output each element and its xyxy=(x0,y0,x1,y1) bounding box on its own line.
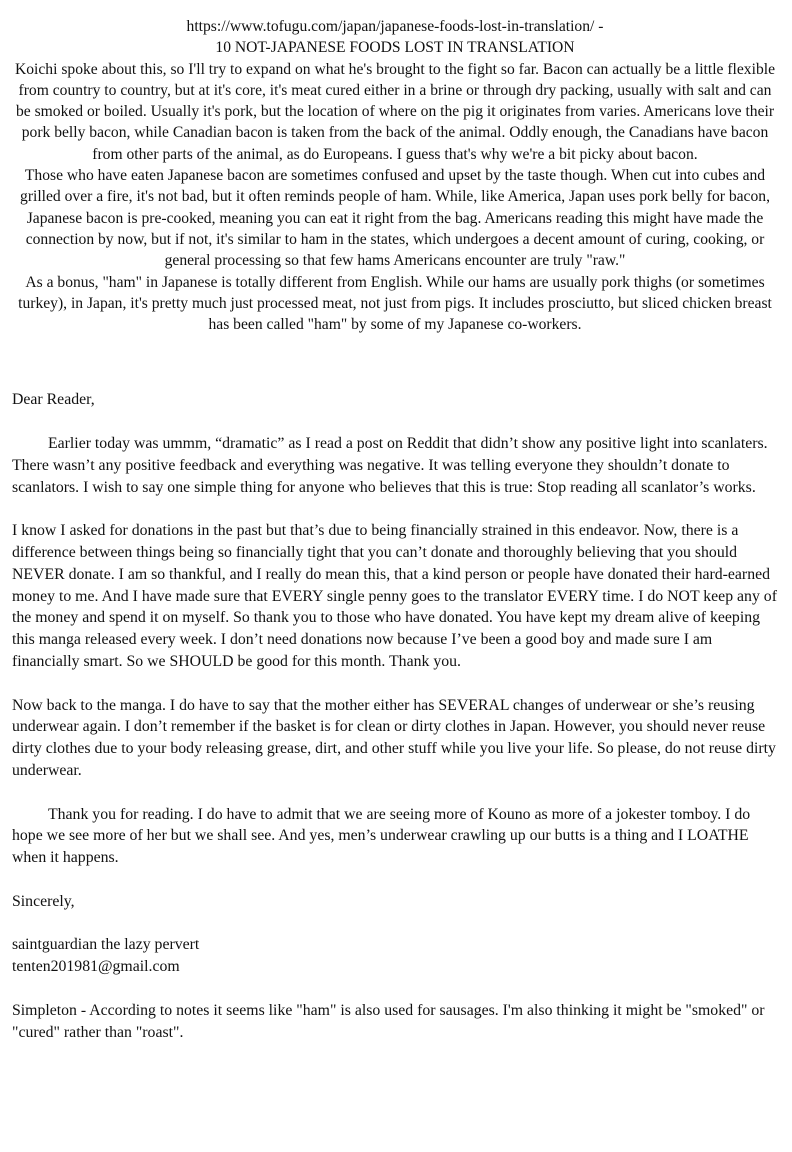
note-paragraph-2: Those who have eaten Japanese bacon are sometimes confused and upset by the taste though. When cut into cubes and grilled over a fire, it's not bad, but it often reminds people of ham. While, like America, Japan uses pork belly for bacon, Japanese bacon is pre-cooked, meaning you can eat it right from the bag. Americans reading this might have made the connection by now, but if not, it's similar to ham in the states, which undergoes a decent amount of curing, cooking, or general processing so that few hams Americans encounter are truly "raw." xyxy=(20,167,770,270)
source-url: https://www.tofugu.com/japan/japanese-foods-lost-in-translation/ - xyxy=(186,18,604,35)
signature-block xyxy=(12,934,778,978)
translation-note xyxy=(12,16,778,335)
salutation: Dear Reader, xyxy=(12,391,95,409)
note-paragraph-3: As a bonus, "ham" in Japanese is totally different from English. While our hams are usually pork thighs (or sometimes turkey), in Japan, it's pretty much just processed meat, not just from pigs. It includes prosciutto, but sliced chicken breast has been called "ham" by some of my Japanese co-workers. xyxy=(18,273,772,334)
note-paragraph-1: Koichi spoke about this, so I'll try to expand on what he's brought to the fight so far. Bacon can actually be a little flexible from country to country, but at it's core, it's meat cured either in a brine or through dry packing, usually with salt and can be smoked or boiled. Usually it's pork, but the location of where on the pig it originates from varies. Americans love their pork belly bacon, while Canadian bacon is taken from the back of the animal. Oddly enough, the Canadians have bacon from other parts of the animal, as do Europeans. I guess that's why we're a bit picky about bacon. xyxy=(14,60,775,163)
letter-paragraph-2: I know I asked for donations in the past but that’s due to being financially strained in this endeavor. Now, there is a difference between things being so financially tight that you can’t donate and thoroughly believing that you should NEVER donate. I am so thankful, and I really do mean this, that a kind person or people have donated their hard-earned money to me. And I have made sure that EVERY single penny goes to the translator EVERY time. I do NOT keep any of the money and spend it on myself. So thank you to those who have donated. You have kept my dream alive of keeping this manga released every week. I don’t need donations now because I’ve been a good boy and made sure I am financially smart. So we SHOULD be good for this month. Thank you. xyxy=(12,522,777,671)
signature-email: tenten201981@gmail.com xyxy=(12,958,180,976)
letter-paragraph-3: Now back to the manga. I do have to say that the mother either has SEVERAL changes of underwear or she’s reusing underwear again. I don’t remember if the basket is for clean or dirty clothes in Japan. However, you should never reuse dirty clothes due to your body releasing grease, dirt, and other stuff while you live your life. So please, do not reuse dirty underwear. xyxy=(12,696,776,779)
letter-paragraph-4: Thank you for reading. I do have to admit that we are seeing more of Kouno as more of a jokester tomboy. I do hope we see more of her but we shall see. And yes, men’s underwear crawling up our butts is a thing and I LOATHE when it happens. xyxy=(12,805,751,867)
signature-name: saintguardian the lazy pervert xyxy=(12,936,200,954)
closing: Sincerely, xyxy=(12,892,75,910)
note-title: 10 NOT-JAPANESE FOODS LOST IN TRANSLATION xyxy=(215,39,575,57)
letter-paragraph-1: Earlier today was ummm, “dramatic” as I read a post on Reddit that didn’t show any positive light into scanlaters. There wasn’t any positive feedback and everything was negative. It was telling everyone they shouldn’t donate to scanlators. I wish to say one simple thing for anyone who believes that this is true: Stop reading all scanlator’s works. xyxy=(12,435,768,496)
letter-to-reader xyxy=(12,389,778,1043)
postscript: Simpleton - According to notes it seems like "ham" is also used for sausages. I'm also thinking it might be "smoked" or "cured" rather than "roast". xyxy=(12,1001,765,1041)
